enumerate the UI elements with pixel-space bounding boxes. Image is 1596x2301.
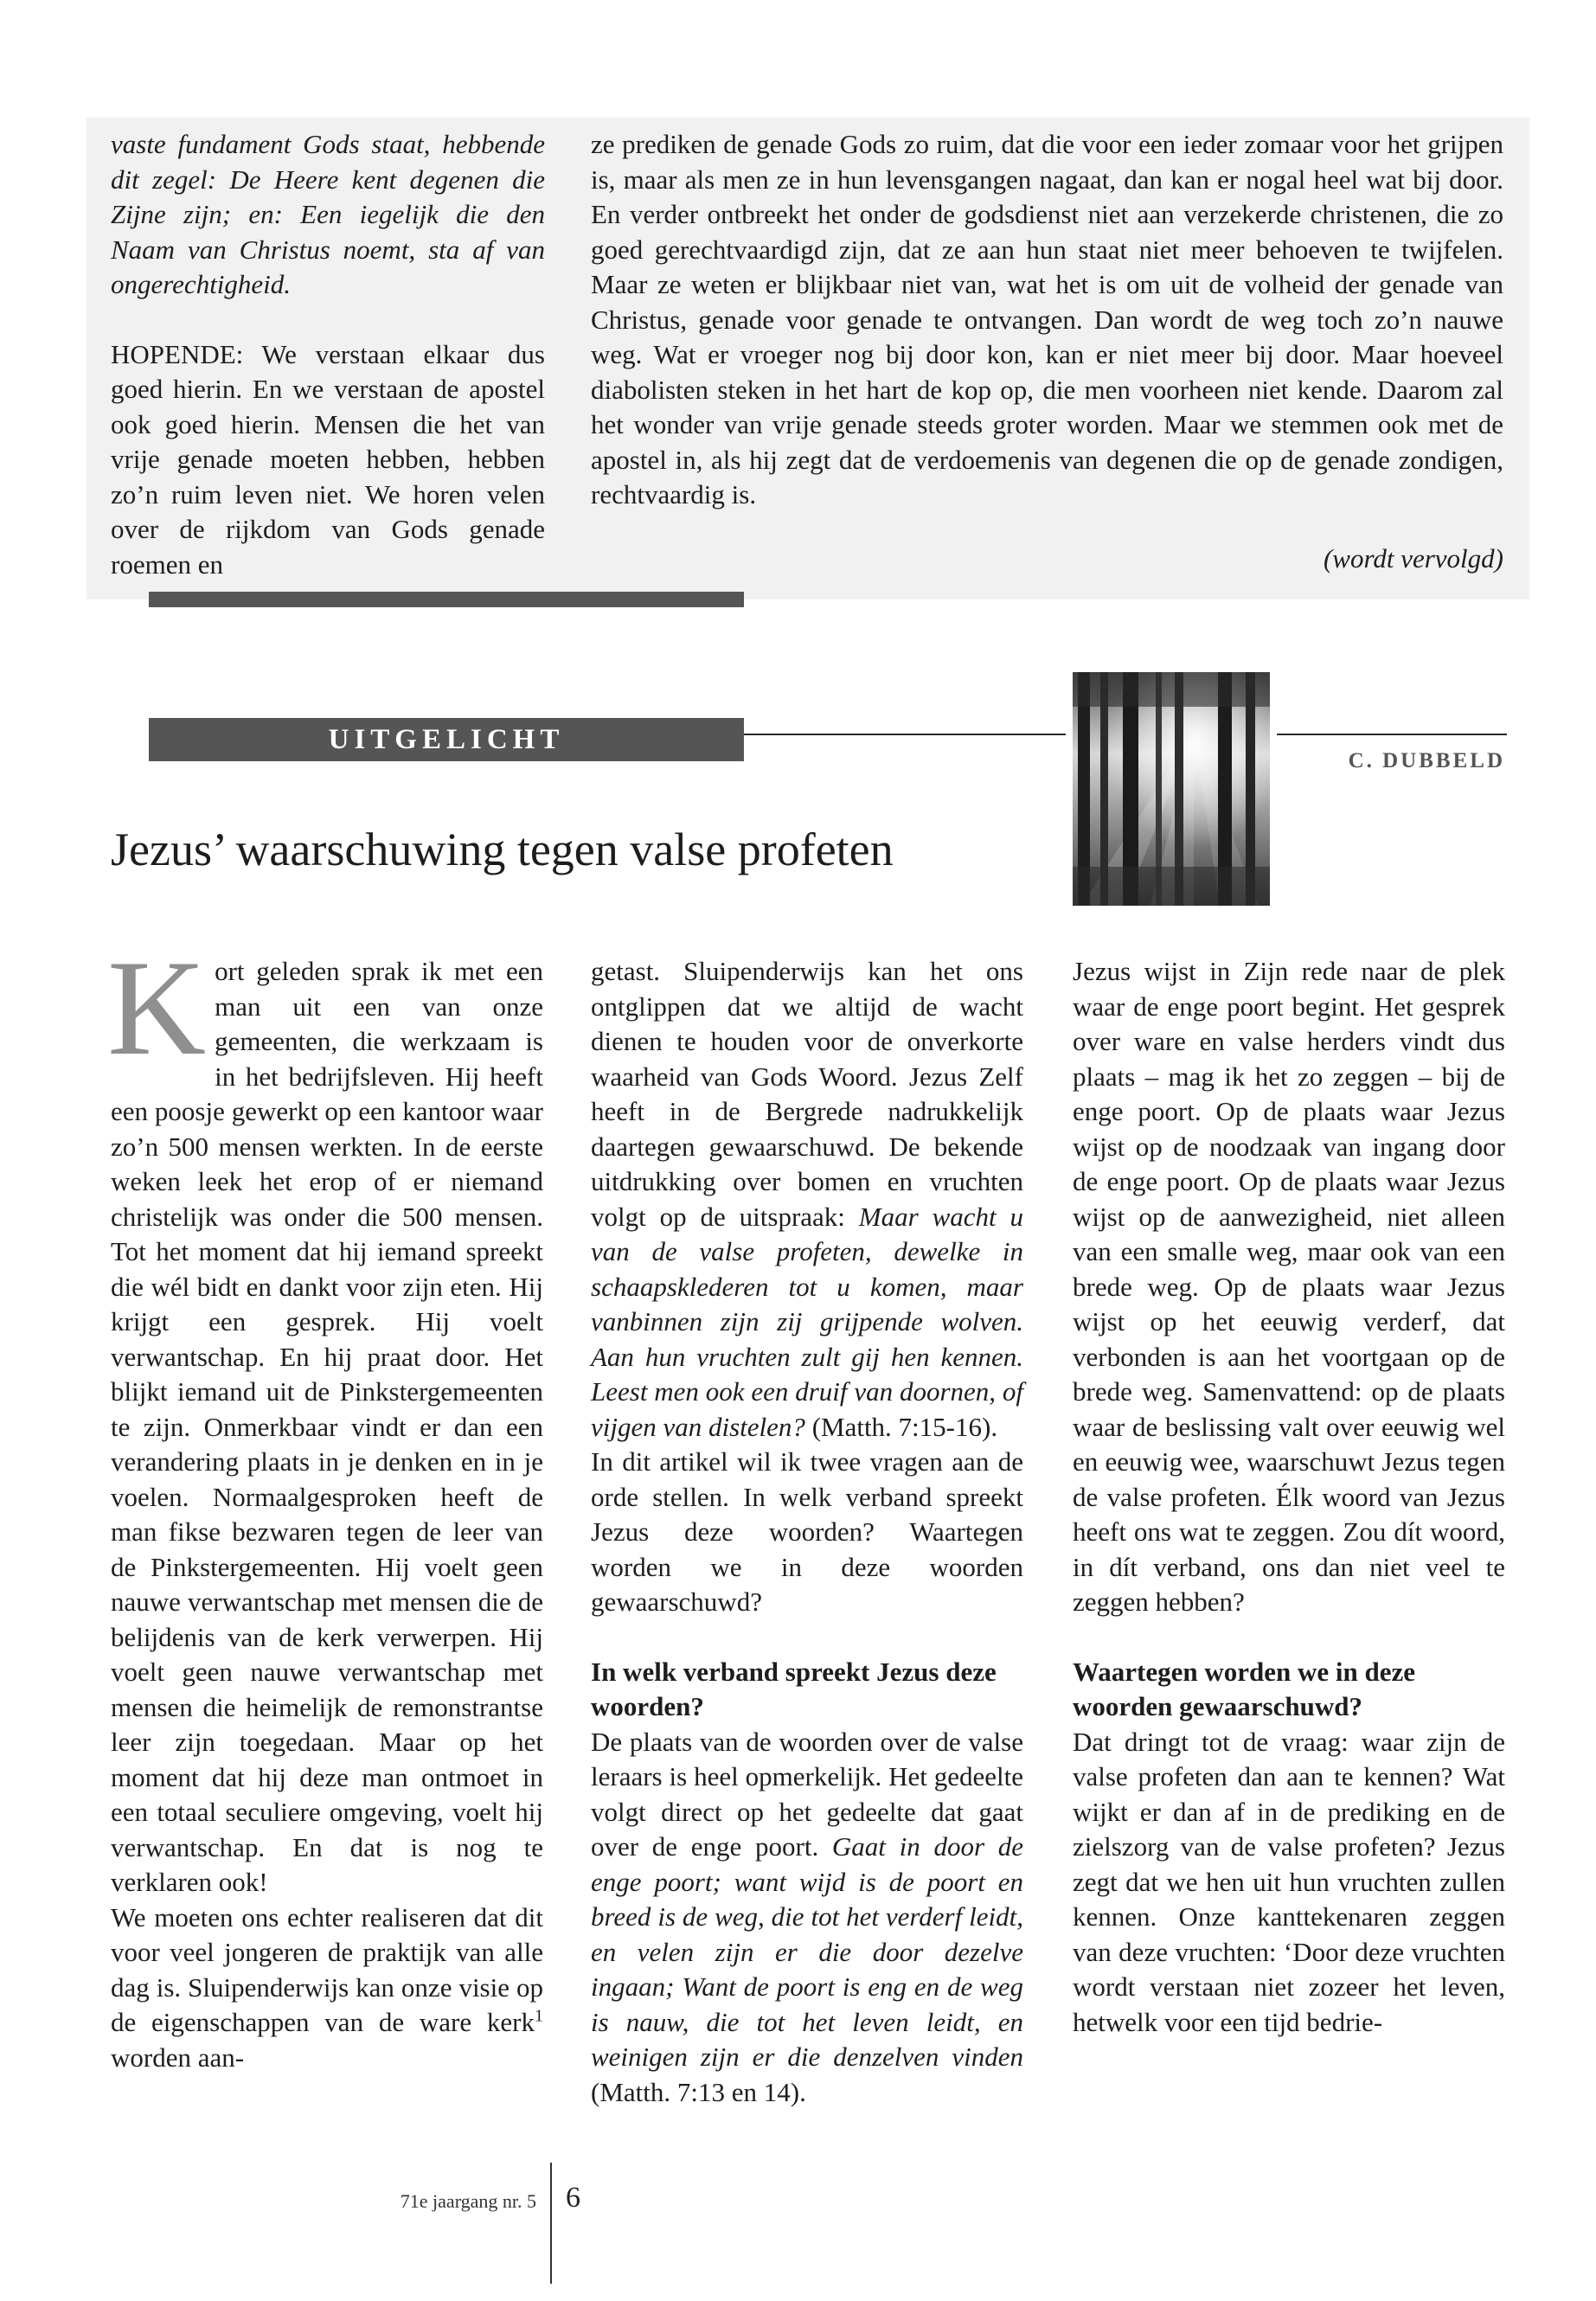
- paragraph: Jezus wijst in Zijn rede naar de plek waar de enge poort begint. Het gesprek over ware en valse herders vindt dus plaats – mag ik het zo zeggen – bij de enge poort. Op de plaats waar Jezus wijst op de noodzaak van ingang door de enge poort. Op de plaats waar Jezus wijst op de aanwezigheid, niet alleen van een smalle weg, maar ook van een brede weg. Op de plaats waar Jezus wijst op het eeuwig verderf, dat verbonden is aan het voortgaan op de brede weg. Samenvattend: op de plaats waar de beslissing valt over eeuwig wel en eeuwig wee, waarschuwt Jezus tegen de valse profeten. Élk woord van Jezus heeft ons wat te zeggen. Zou dít woord, in dít verband, ons dan niet veel te zeggen hebben?: [1073, 956, 1505, 1617]
- paragraph: De plaats van de woorden over de valse leraars is heel opmerkelijk. Het gedeelte volgt direct op het gedeelte dat gaat over de enge poort. Gaat in door de enge poort; want wijd is de poort en breed is de weg, die tot het verderf leidt, en velen zijn er die door dezelve ingaan; Want de poort is eng en de weg is nauw, die tot het leven leidt, en weinigen zijn er die denzelven vinden (Matth. 7:13 en 14).: [591, 1726, 1024, 2107]
- issue-info: 71e jaargang nr. 5: [400, 2190, 536, 2212]
- footer-divider: [550, 2163, 552, 2284]
- continued-note: (wordt vervolgd): [1323, 543, 1503, 574]
- footnote-marker: 1: [535, 2006, 543, 2026]
- article-title: Jezus’ waarschuwing tegen valse profeten: [111, 824, 894, 875]
- article-column-2: [591, 954, 1023, 2110]
- intro-paragraph: Kort geleden sprak ik met een man uit een van onze gemeenten, die werkzaam is in het bedrijfsleven. Hij heeft een poosje gewerkt op een kantoor waar zo’n 500 mensen werkten. In de eerste weken leek het erop of er niemand christelijk was onder die 500 mensen. Tot het moment dat hij iemand spreekt die wél bidt en dankt voor zijn eten. Hij krijgt een gesprek. Hij voelt verwantschap. En hij praat door. Het blijkt iemand uit de Pinkstergemeenten te zijn. Onmerkbaar vindt er dan een verandering plaats in je denken en in je voelen. Normaalgesproken heeft de man fikse bezwaren tegen de leer van de Pinkstergemeenten. Hij voelt geen nauwe verwantschap met mensen die de belijdenis van de kerk verwerpen. Hij voelt geen nauwe verwantschap met mensen die heimelijk de remonstrantse leer zijn toegedaan. Maar op het moment dat hij deze man ontmoet in een totaal seculiere omgeving, voelt hij verwantschap. En dat is nog te verklaren ook!: [107, 933, 543, 1897]
- box-bottom-bar: [149, 592, 744, 607]
- previous-article-paragraph-right: ze prediken de genade Gods zo ruim, dat die voor een ieder zomaar voor het grijpen is, maar als men ze in hun levensgangen nagaat, dan kan er nogal heel wat bij door. En verder ontbreekt het onder de godsdienst niet aan verzekerde christenen, die zo goed gerechtvaardigd zijn, dat ze aan hun staat niet meer behoeven te twijfelen. Maar ze weten er blijkbaar niet van, wat het is om uit de volheid der genade van Christus, genade voor genade te ontvangen. Dan wordt de weg toch zo’n nauwe weg. Wat er vroeger nog bij door kon, kan er niet meer bij door. Maar hoeveel diabolisten steken in het hart de kop op, die men voorheen niet kende. Daarom zal het wonder van vrije genade steeds groter worden. Maar we stemmen ook met de apostel in, als hij zegt dat de verdoemenis van degenen die op de genade zondigen, rechtvaardig is.: [591, 129, 1503, 510]
- section-label: UITGELICHT: [149, 718, 744, 761]
- previous-article-right-column: [591, 127, 1503, 513]
- subheading: In welk verband spreekt Jezus deze woorden?: [591, 1656, 997, 1721]
- header-rule-right: [1277, 734, 1507, 735]
- paragraph: Dat dringt tot de vraag: waar zijn de valse profeten dan aan te kennen? Wat wijkt er dan af in de prediking en de zielszorg van de valse profeten? Jezus zegt dat we hen uit hun vruchten zullen kennen. Onze kanttekenaren zeggen van deze vruchten: ‘Door deze vruchten wordt verstaan niet zozeer het leven, hetwelk voor een tijd bedrie-: [1073, 1726, 1505, 2037]
- previous-article-paragraph: HOPENDE: We verstaan elkaar dus goed hierin. En we verstaan de apostel ook goed hierin. Mensen die het van vrije genade moeten hebben, hebben zo’n ruim leven niet. We horen velen over de rijkdom van Gods genade roemen en: [111, 338, 545, 580]
- previous-article-left-column: [111, 127, 545, 582]
- scripture-quote: Maar wacht u van de valse profeten, dewelke in schaapsklederen tot u komen, maar vanbinnen zijn zij grijpende wolven. Aan hun vruchten zult gij hen kennen. Leest men ook een druif van doornen, of vijgen van distelen?: [591, 1201, 1024, 1442]
- author-name: C. DUBBELD: [1348, 749, 1505, 772]
- paragraph: We moeten ons echter realiseren dat dit voor veel jongeren de praktijk van alle dag is. Sluipenderwijs kan onze visie op de eigenschappen van de ware kerk$^1$ worden aan-: [111, 1901, 543, 2073]
- article-column-1: [107, 933, 543, 2075]
- paragraph: In dit artikel wil ik twee vragen aan de orde stellen. In welk verband spreekt Jezus deze woorden? Waartegen worden we in deze woorden gewaarschuwd?: [591, 1446, 1023, 1617]
- paragraph: getast. Sluipenderwijs kan het ons ontglippen dat we altijd de wacht dienen te houden voor de onverkorte waarheid van Gods Woord. Jezus Zelf heeft in de Bergrede nadrukkelijk daartegen gewaarschuwd. De bekende uitdrukking over bomen en vruchten volgt op de uitspraak: Maar wacht u van de valse profeten, dewelke in schaapsklederen tot u komen, maar vanbinnen zijn zij grijpende wolven. Aan hun vruchten zult gij hen kennen. Leest men ook een druif van doornen, of vijgen van distelen? (Matth. 7:15-16).: [591, 956, 1024, 1442]
- forest-photo: [1073, 672, 1270, 906]
- previous-article-quote: vaste fundament Gods staat, hebbende dit zegel: De Heere kent degenen die Zijne zijn; en: Een iegelijk die den Naam van Christus noemt, sta af van ongerechtigheid.: [111, 129, 545, 299]
- scripture-quote: Gaat in door de enge poort; want wijd is de poort en breed is de weg, die tot het verderf leidt, en velen zijn er die door dezelve ingaan; Want de poort is eng en de weg is nauw, die tot het leven leidt, en weinigen zijn er die denzelven vinden: [591, 1831, 1024, 2072]
- page-number: 6: [566, 2182, 580, 2214]
- drop-cap: K: [107, 933, 207, 1084]
- article-column-3: [1073, 954, 1505, 2040]
- subheading: Waartegen worden we in deze woorden gewaarschuwd?: [1073, 1656, 1416, 1721]
